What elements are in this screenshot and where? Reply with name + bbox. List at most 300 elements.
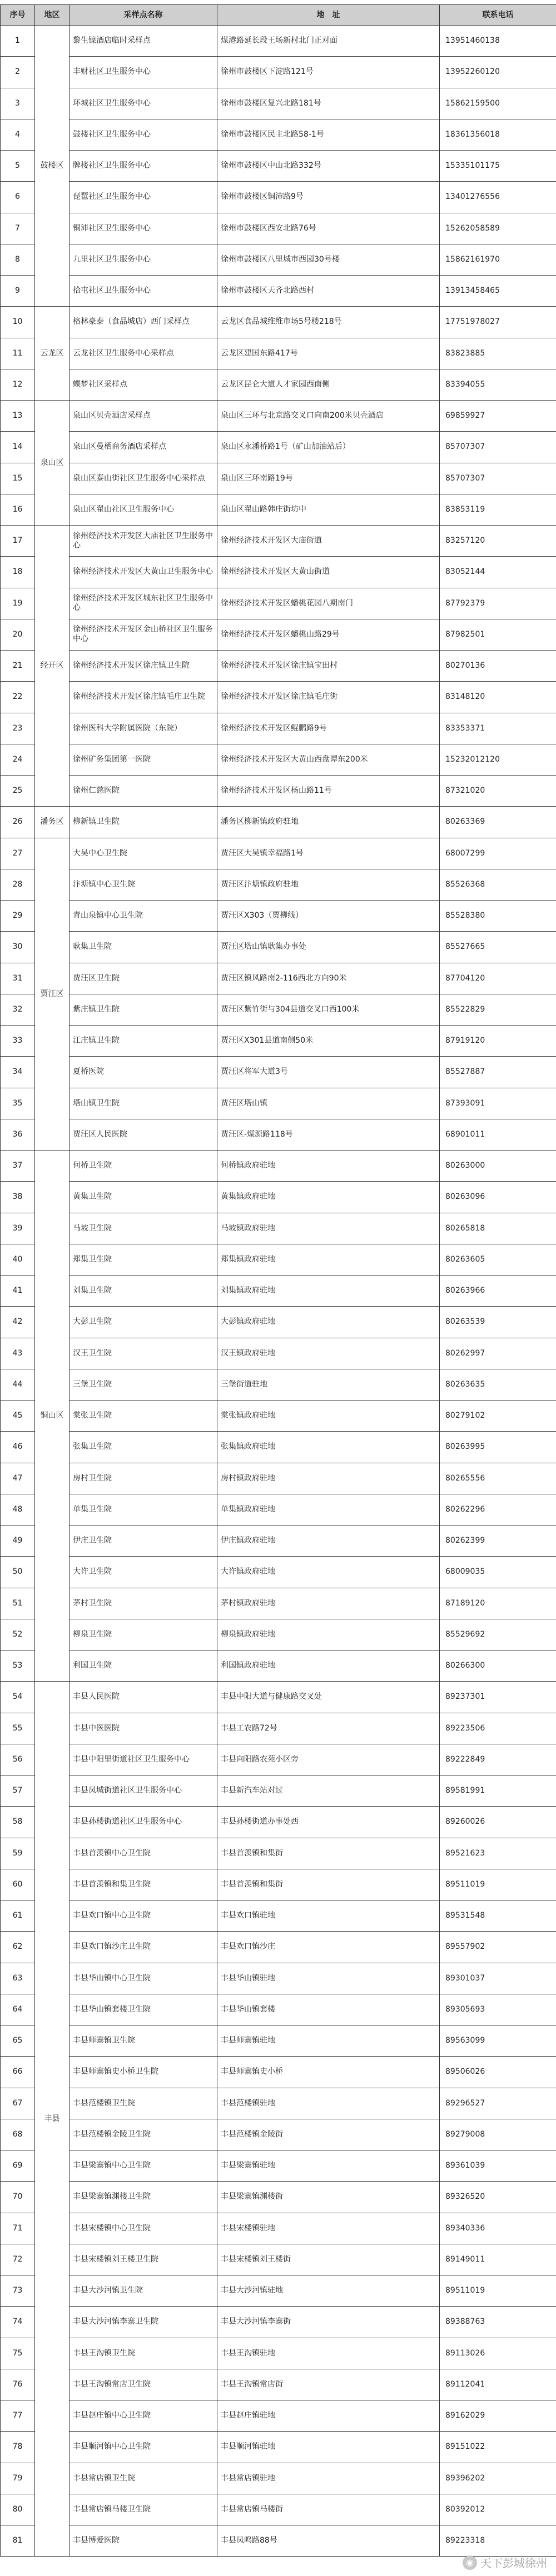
table-row [1, 1026, 556, 1057]
cell-address: 丰县华山镇套楼 [217, 1994, 440, 2025]
cell-site-name: 丰县凤城街道社区卫生服务中心 [70, 1775, 217, 1807]
cell-address: 柳泉镇政府驻地 [217, 1619, 440, 1650]
cell-site-name: 徐州经济技术开发区大黄山卫生服务中心 [70, 557, 217, 588]
table-row [1, 1213, 556, 1244]
cell-serial-no: 19 [1, 588, 35, 619]
cell-serial-no: 24 [1, 744, 35, 775]
cell-serial-no: 49 [1, 1525, 35, 1557]
cell-address: 伊庄镇政府驻地 [217, 1525, 440, 1557]
cell-site-name: 黄集卫生院 [70, 1182, 217, 1213]
cell-phone: 89388763 [440, 2307, 556, 2338]
table-row [1, 1182, 556, 1213]
cell-phone: 15262058589 [440, 213, 556, 244]
cell-address: 徐州经济技术开发区杨山路11号 [217, 776, 440, 807]
table-row [1, 744, 556, 775]
cell-address: 丰县凤鸣路88号 [217, 2525, 440, 2557]
table-row [1, 2150, 556, 2182]
cell-phone: 85528380 [440, 901, 556, 932]
cell-address: 何桥镇政府驻地 [217, 1151, 440, 1182]
cell-address: 丰县宋楼镇驻地 [217, 2213, 440, 2244]
cell-serial-no: 9 [1, 276, 35, 307]
cell-site-name: 徐州仁慈医院 [70, 776, 217, 807]
cell-site-name: 郑集卫生院 [70, 1244, 217, 1275]
cell-site-name: 茅村卫生院 [70, 1588, 217, 1619]
cell-serial-no: 29 [1, 901, 35, 932]
cell-site-name: 塔山镇卫生院 [70, 1088, 217, 1119]
cell-serial-no: 80 [1, 2494, 35, 2525]
cell-address: 徐州经济技术开发区徐庄镇毛庄街 [217, 682, 440, 713]
cell-district: 经开区 [35, 526, 70, 807]
cell-serial-no: 2 [1, 57, 35, 88]
cell-site-name: 单集卫生院 [70, 1494, 217, 1525]
cell-site-name: 丰县师寨镇史小桥卫生院 [70, 2057, 217, 2088]
table-row [1, 244, 556, 275]
cell-phone: 89301037 [440, 1963, 556, 1994]
cell-address: 丰县宋楼镇刘王楼街 [217, 2244, 440, 2275]
cell-address: 茅村镇政府驻地 [217, 1588, 440, 1619]
table-row [1, 1900, 556, 1932]
cell-phone: 13401276556 [440, 182, 556, 213]
table-row [1, 213, 556, 244]
cell-phone: 80265818 [440, 1213, 556, 1244]
cell-site-name: 琵琶社区卫生服务中心 [70, 182, 217, 213]
cell-serial-no: 54 [1, 1682, 35, 1713]
cell-site-name: 丰县欢口镇中心卫生院 [70, 1900, 217, 1932]
cell-address: 大许镇政府驻地 [217, 1557, 440, 1588]
cell-address: 徐州市鼓楼区西安北路76号 [217, 213, 440, 244]
cell-site-name: 牌楼社区卫生服务中心 [70, 151, 217, 182]
cell-site-name: 丰财社区卫生服务中心 [70, 57, 217, 88]
cell-serial-no: 37 [1, 1151, 35, 1182]
cell-phone: 87704120 [440, 963, 556, 994]
cell-phone: 89326520 [440, 2182, 556, 2213]
cell-phone: 85527887 [440, 1057, 556, 1088]
cell-serial-no: 35 [1, 1088, 35, 1119]
cell-address: 徐州市鼓楼区天齐北路西村 [217, 276, 440, 307]
table-row [1, 2025, 556, 2057]
cell-address: 徐州市鼓楼区下淀路121号 [217, 57, 440, 88]
cell-phone: 85707307 [440, 432, 556, 463]
cell-serial-no: 60 [1, 1869, 35, 1900]
cell-phone: 69859927 [440, 401, 556, 432]
cell-phone: 68901011 [440, 1119, 556, 1150]
cell-address: 汉王镇政府驻地 [217, 1338, 440, 1369]
cell-district: 泉山区 [35, 401, 70, 526]
cell-serial-no: 3 [1, 88, 35, 119]
cell-phone: 15335101175 [440, 151, 556, 182]
table-row [1, 2088, 556, 2119]
cell-address: 贾汪区-煤源路118号 [217, 1119, 440, 1150]
cell-site-name: 鼓楼社区卫生服务中心 [70, 119, 217, 150]
cell-address: 丰县工农路72号 [217, 1713, 440, 1744]
cell-serial-no: 16 [1, 494, 35, 525]
cell-site-name: 丰县王沟镇卫生院 [70, 2338, 217, 2369]
cell-serial-no: 1 [1, 26, 35, 57]
cell-serial-no: 15 [1, 463, 35, 494]
cell-site-name: 贾汪区卫生院 [70, 963, 217, 994]
cell-phone: 89296527 [440, 2088, 556, 2119]
cell-phone: 89506026 [440, 2057, 556, 2088]
cell-serial-no: 53 [1, 1650, 35, 1682]
cell-address: 丰县常店镇马楼街 [217, 2494, 440, 2525]
table-row [1, 1400, 556, 1432]
cell-phone: 89113026 [440, 2338, 556, 2369]
cell-address: 丰县大沙河镇驻地 [217, 2275, 440, 2307]
cell-serial-no: 43 [1, 1338, 35, 1369]
cell-serial-no: 63 [1, 1963, 35, 1994]
cell-serial-no: 25 [1, 776, 35, 807]
cell-site-name: 拾屯社区卫生服务中心 [70, 276, 217, 307]
cell-site-name: 徐州经济技术开发区大庙社区卫生服务中心 [70, 526, 217, 557]
table-row [1, 182, 556, 213]
table-row [1, 557, 556, 588]
cell-phone: 89531548 [440, 1900, 556, 1932]
cell-address: 丰县顺河镇驻地 [217, 2432, 440, 2463]
cell-address: 马坡镇政府驻地 [217, 1213, 440, 1244]
table-row [1, 1276, 556, 1307]
cell-serial-no: 74 [1, 2307, 35, 2338]
table-row [1, 2463, 556, 2494]
table-row [1, 2494, 556, 2525]
cell-address: 徐州市鼓楼区八里城市西园30号楼 [217, 244, 440, 275]
cell-phone: 18361356018 [440, 119, 556, 150]
cell-serial-no: 30 [1, 932, 35, 963]
cell-serial-no: 64 [1, 1994, 35, 2025]
cell-site-name: 丰县梁寨镇渊楼卫生院 [70, 2182, 217, 2213]
cell-address: 泉山区翟山路韩庄街坊中 [217, 494, 440, 525]
table-body [1, 26, 556, 2557]
cell-phone: 89511019 [440, 2275, 556, 2307]
table-row [1, 1682, 556, 1713]
cell-site-name: 耿集卫生院 [70, 932, 217, 963]
cell-address: 丰县梁寨镇渊楼街 [217, 2182, 440, 2213]
cell-phone: 80263966 [440, 1276, 556, 1307]
table-row [1, 901, 556, 932]
cell-phone: 89237301 [440, 1682, 556, 1713]
cell-address: 丰县王沟镇驻地 [217, 2338, 440, 2369]
cell-address: 三堡街道驻地 [217, 1369, 440, 1400]
cell-serial-no: 11 [1, 338, 35, 369]
table-row [1, 1932, 556, 1963]
cell-site-name: 丰县宋楼镇中心卫生院 [70, 2213, 217, 2244]
cell-serial-no: 27 [1, 838, 35, 869]
table-row [1, 1432, 556, 1463]
cell-phone: 68007299 [440, 838, 556, 869]
cell-address: 丰县孙楼街道办事处西 [217, 1807, 440, 1838]
cell-phone: 13952260120 [440, 57, 556, 88]
cell-address: 云龙区食品城维维市场5号楼218号 [217, 307, 440, 338]
cell-serial-no: 68 [1, 2119, 35, 2150]
cell-site-name: 房村卫生院 [70, 1463, 217, 1494]
cell-site-name: 大彭卫生院 [70, 1307, 217, 1338]
cell-serial-no: 47 [1, 1463, 35, 1494]
cell-serial-no: 40 [1, 1244, 35, 1275]
cell-phone: 87189120 [440, 1588, 556, 1619]
cell-serial-no: 13 [1, 401, 35, 432]
table-row [1, 682, 556, 713]
table-row [1, 1619, 556, 1650]
table-row [1, 1557, 556, 1588]
cell-serial-no: 36 [1, 1119, 35, 1150]
cell-phone: 89557902 [440, 1932, 556, 1963]
cell-serial-no: 23 [1, 713, 35, 744]
cell-phone: 80265556 [440, 1463, 556, 1494]
cell-serial-no: 61 [1, 1900, 35, 1932]
cell-address: 丰县中阳大道与健康路交叉处 [217, 1682, 440, 1713]
cell-address: 徐州经济技术开发区蟠桃花园八期南门 [217, 588, 440, 619]
cell-serial-no: 73 [1, 2275, 35, 2307]
table-header-row [1, 5, 556, 26]
table-row [1, 1525, 556, 1557]
wechat-logo-icon: ◉ [463, 2555, 477, 2570]
cell-address: 潘务区柳新镇政府驻地 [217, 807, 440, 838]
table-row [1, 307, 556, 338]
cell-phone: 89151022 [440, 2432, 556, 2463]
cell-site-name: 丰县博爱医院 [70, 2525, 217, 2557]
cell-site-name: 三堡卫生院 [70, 1369, 217, 1400]
cell-site-name: 贾汪区人民医院 [70, 1119, 217, 1150]
cell-phone: 15862161970 [440, 244, 556, 275]
cell-serial-no: 46 [1, 1432, 35, 1463]
table-row [1, 1151, 556, 1182]
cell-address: 单集镇政府驻地 [217, 1494, 440, 1525]
table-row [1, 1307, 556, 1338]
cell-address: 徐州经济技术开发区大黄山西盘谭东200米 [217, 744, 440, 775]
cell-serial-no: 8 [1, 244, 35, 275]
cell-site-name: 徐州经济技术开发区徐庄镇卫生院 [70, 651, 217, 682]
table-row [1, 932, 556, 963]
table-row [1, 1369, 556, 1400]
cell-serial-no: 79 [1, 2463, 35, 2494]
cell-phone: 83052144 [440, 557, 556, 588]
cell-phone: 15232012120 [440, 744, 556, 775]
cell-address: 丰县欢口镇驻地 [217, 1900, 440, 1932]
table-row [1, 1807, 556, 1838]
cell-phone: 80263369 [440, 807, 556, 838]
cell-site-name: 大许卫生院 [70, 1557, 217, 1588]
cell-phone: 89340336 [440, 2213, 556, 2244]
cell-site-name: 丰县人民医院 [70, 1682, 217, 1713]
cell-serial-no: 72 [1, 2244, 35, 2275]
watermark [463, 2554, 547, 2570]
table-row [1, 2244, 556, 2275]
cell-site-name: 何桥卫生院 [70, 1151, 217, 1182]
cell-site-name: 丰县华山镇套楼卫生院 [70, 1994, 217, 2025]
cell-site-name: 马坡卫生院 [70, 1213, 217, 1244]
cell-district: 铜山区 [35, 1151, 70, 1682]
cell-site-name: 九里社区卫生服务中心 [70, 244, 217, 275]
cell-serial-no: 75 [1, 2338, 35, 2369]
cell-phone: 89511019 [440, 1869, 556, 1900]
cell-phone: 80263605 [440, 1244, 556, 1275]
cell-serial-no: 62 [1, 1932, 35, 1963]
cell-site-name: 丰县师寨镇卫生院 [70, 2025, 217, 2057]
cell-serial-no: 7 [1, 213, 35, 244]
cell-address: 徐州市鼓楼区复兴北路181号 [217, 88, 440, 119]
cell-district: 贾汪区 [35, 838, 70, 1151]
table-row [1, 463, 556, 494]
cell-serial-no: 71 [1, 2213, 35, 2244]
table-row [1, 1338, 556, 1369]
cell-address: 丰县常店镇驻地 [217, 2463, 440, 2494]
cell-phone: 89361039 [440, 2150, 556, 2182]
table-row [1, 2307, 556, 2338]
table-row [1, 432, 556, 463]
cell-address: 贾汪区塔山镇 [217, 1088, 440, 1119]
header-address: 地 址 [217, 5, 440, 26]
cell-phone: 83394055 [440, 369, 556, 400]
cell-phone: 80263096 [440, 1182, 556, 1213]
cell-site-name: 丰县范楼镇金陵卫生院 [70, 2119, 217, 2150]
cell-site-name: 泉山区贝壳酒店采样点 [70, 401, 217, 432]
cell-address: 棠张镇政府驻地 [217, 1400, 440, 1432]
cell-phone: 85707307 [440, 463, 556, 494]
table-row [1, 838, 556, 869]
cell-site-name: 刘集卫生院 [70, 1276, 217, 1307]
cell-serial-no: 34 [1, 1057, 35, 1088]
cell-serial-no: 67 [1, 2088, 35, 2119]
cell-serial-no: 21 [1, 651, 35, 682]
cell-site-name: 丰县中阳里街道社区卫生服务中心 [70, 1744, 217, 1775]
cell-site-name: 格林豪泰（食品城店）西门采样点 [70, 307, 217, 338]
watermark-text: 天下彭城徐州 [480, 2557, 547, 2570]
cell-site-name: 汉王卫生院 [70, 1338, 217, 1369]
cell-site-name: 汴塘镇中心卫生院 [70, 869, 217, 900]
sampling-sites-table [0, 4, 556, 2557]
table-row [1, 2275, 556, 2307]
cell-serial-no: 33 [1, 1026, 35, 1057]
cell-site-name: 铜沛社区卫生服务中心 [70, 213, 217, 244]
cell-address: 利国镇政府驻地 [217, 1650, 440, 1682]
table-row [1, 151, 556, 182]
cell-serial-no: 14 [1, 432, 35, 463]
cell-address: 丰县梁寨镇驻地 [217, 2150, 440, 2182]
cell-site-name: 泉山区泰山街社区卫生服务中心采样点 [70, 463, 217, 494]
cell-site-name: 泉山区翟山社区卫生服务中心 [70, 494, 217, 525]
cell-address: 黄集镇政府驻地 [217, 1182, 440, 1213]
cell-serial-no: 22 [1, 682, 35, 713]
cell-site-name: 徐州经济技术开发区徐庄镇毛庄卫生院 [70, 682, 217, 713]
cell-serial-no: 57 [1, 1775, 35, 1807]
cell-phone: 85529692 [440, 1619, 556, 1650]
cell-serial-no: 51 [1, 1588, 35, 1619]
cell-district: 潘务区 [35, 807, 70, 838]
cell-address: 丰县王沟镇常店街 [217, 2369, 440, 2400]
cell-phone: 89279008 [440, 2119, 556, 2150]
cell-phone: 13913458465 [440, 276, 556, 307]
cell-phone: 89223318 [440, 2525, 556, 2557]
cell-serial-no: 10 [1, 307, 35, 338]
cell-serial-no: 56 [1, 1744, 35, 1775]
cell-address: 煤港路延长段王场新村北门正对面 [217, 26, 440, 57]
cell-serial-no: 78 [1, 2432, 35, 2463]
table-row [1, 869, 556, 900]
cell-serial-no: 18 [1, 557, 35, 588]
cell-address: 贾汪区X301县道南侧50米 [217, 1026, 440, 1057]
cell-serial-no: 32 [1, 994, 35, 1025]
table-row [1, 2182, 556, 2213]
cell-address: 泉山区三环与北京路交叉口向南200米贝壳酒店 [217, 401, 440, 432]
cell-site-name: 丰县孙楼街道社区卫生服务中心 [70, 1807, 217, 1838]
cell-phone: 89162029 [440, 2400, 556, 2432]
cell-phone: 80270136 [440, 651, 556, 682]
cell-phone: 80279102 [440, 1400, 556, 1432]
cell-site-name: 丰县首羡镇和集卫生院 [70, 1869, 217, 1900]
cell-serial-no: 76 [1, 2369, 35, 2400]
table-row [1, 2119, 556, 2150]
cell-site-name: 丰县常店镇卫生院 [70, 2463, 217, 2494]
cell-site-name: 泉山区曼栖商务酒店采样点 [70, 432, 217, 463]
table-row [1, 1588, 556, 1619]
cell-address: 贾汪区汴塘镇政府驻地 [217, 869, 440, 900]
cell-phone: 83823885 [440, 338, 556, 369]
table-row [1, 807, 556, 838]
cell-phone: 80266300 [440, 1650, 556, 1682]
table-row [1, 526, 556, 557]
table-row [1, 2057, 556, 2088]
cell-phone: 87982501 [440, 619, 556, 650]
cell-serial-no: 17 [1, 526, 35, 557]
table-row [1, 963, 556, 994]
table-row [1, 1244, 556, 1275]
cell-phone: 89396202 [440, 2463, 556, 2494]
cell-address: 贾汪区紫竹街与304县道交叉口西100米 [217, 994, 440, 1025]
cell-serial-no: 55 [1, 1713, 35, 1744]
cell-site-name: 青山泉镇中心卫生院 [70, 901, 217, 932]
cell-serial-no: 52 [1, 1619, 35, 1650]
cell-phone: 80263539 [440, 1307, 556, 1338]
table-row [1, 2338, 556, 2369]
cell-address: 丰县赵庄镇驻地 [217, 2400, 440, 2432]
cell-site-name: 黎生镍酒店临时采样点 [70, 26, 217, 57]
cell-address: 丰县新汽车站对过 [217, 1775, 440, 1807]
cell-address: 丰县首羡镇和集街 [217, 1838, 440, 1869]
cell-phone: 68009035 [440, 1557, 556, 1588]
cell-phone: 89305693 [440, 1994, 556, 2025]
cell-site-name: 柳泉卫生院 [70, 1619, 217, 1650]
header-phone: 联系电话 [440, 5, 556, 26]
cell-site-name: 丰县赵庄镇中心卫生院 [70, 2400, 217, 2432]
cell-serial-no: 69 [1, 2150, 35, 2182]
table-row [1, 619, 556, 650]
table-row [1, 2432, 556, 2463]
cell-phone: 89581991 [440, 1775, 556, 1807]
cell-site-name: 柳新镇卫生院 [70, 807, 217, 838]
header-site-name: 采样点名称 [70, 5, 217, 26]
cell-site-name: 江庄镇卫生院 [70, 1026, 217, 1057]
cell-phone: 80262296 [440, 1494, 556, 1525]
cell-site-name: 丰县中医医院 [70, 1713, 217, 1744]
cell-address: 徐州经济技术开发区大黄山街道 [217, 557, 440, 588]
cell-district: 鼓楼区 [35, 26, 70, 307]
table-row [1, 1744, 556, 1775]
cell-phone: 83148120 [440, 682, 556, 713]
cell-site-name: 徐州经济技术开发区城东社区卫生服务中心 [70, 588, 217, 619]
cell-site-name: 丰县大沙河镇李寨卫生院 [70, 2307, 217, 2338]
table-row [1, 1650, 556, 1682]
cell-phone: 89149011 [440, 2244, 556, 2275]
table-row [1, 651, 556, 682]
cell-phone: 87792379 [440, 588, 556, 619]
table-row [1, 276, 556, 307]
cell-site-name: 蝶梦社区采样点 [70, 369, 217, 400]
cell-address: 徐州市鼓楼区铜沛路9号 [217, 182, 440, 213]
cell-phone: 80263635 [440, 1369, 556, 1400]
cell-serial-no: 77 [1, 2400, 35, 2432]
cell-site-name: 丰县宋楼镇刘王楼卫生院 [70, 2244, 217, 2275]
table-row [1, 401, 556, 432]
cell-serial-no: 44 [1, 1369, 35, 1400]
